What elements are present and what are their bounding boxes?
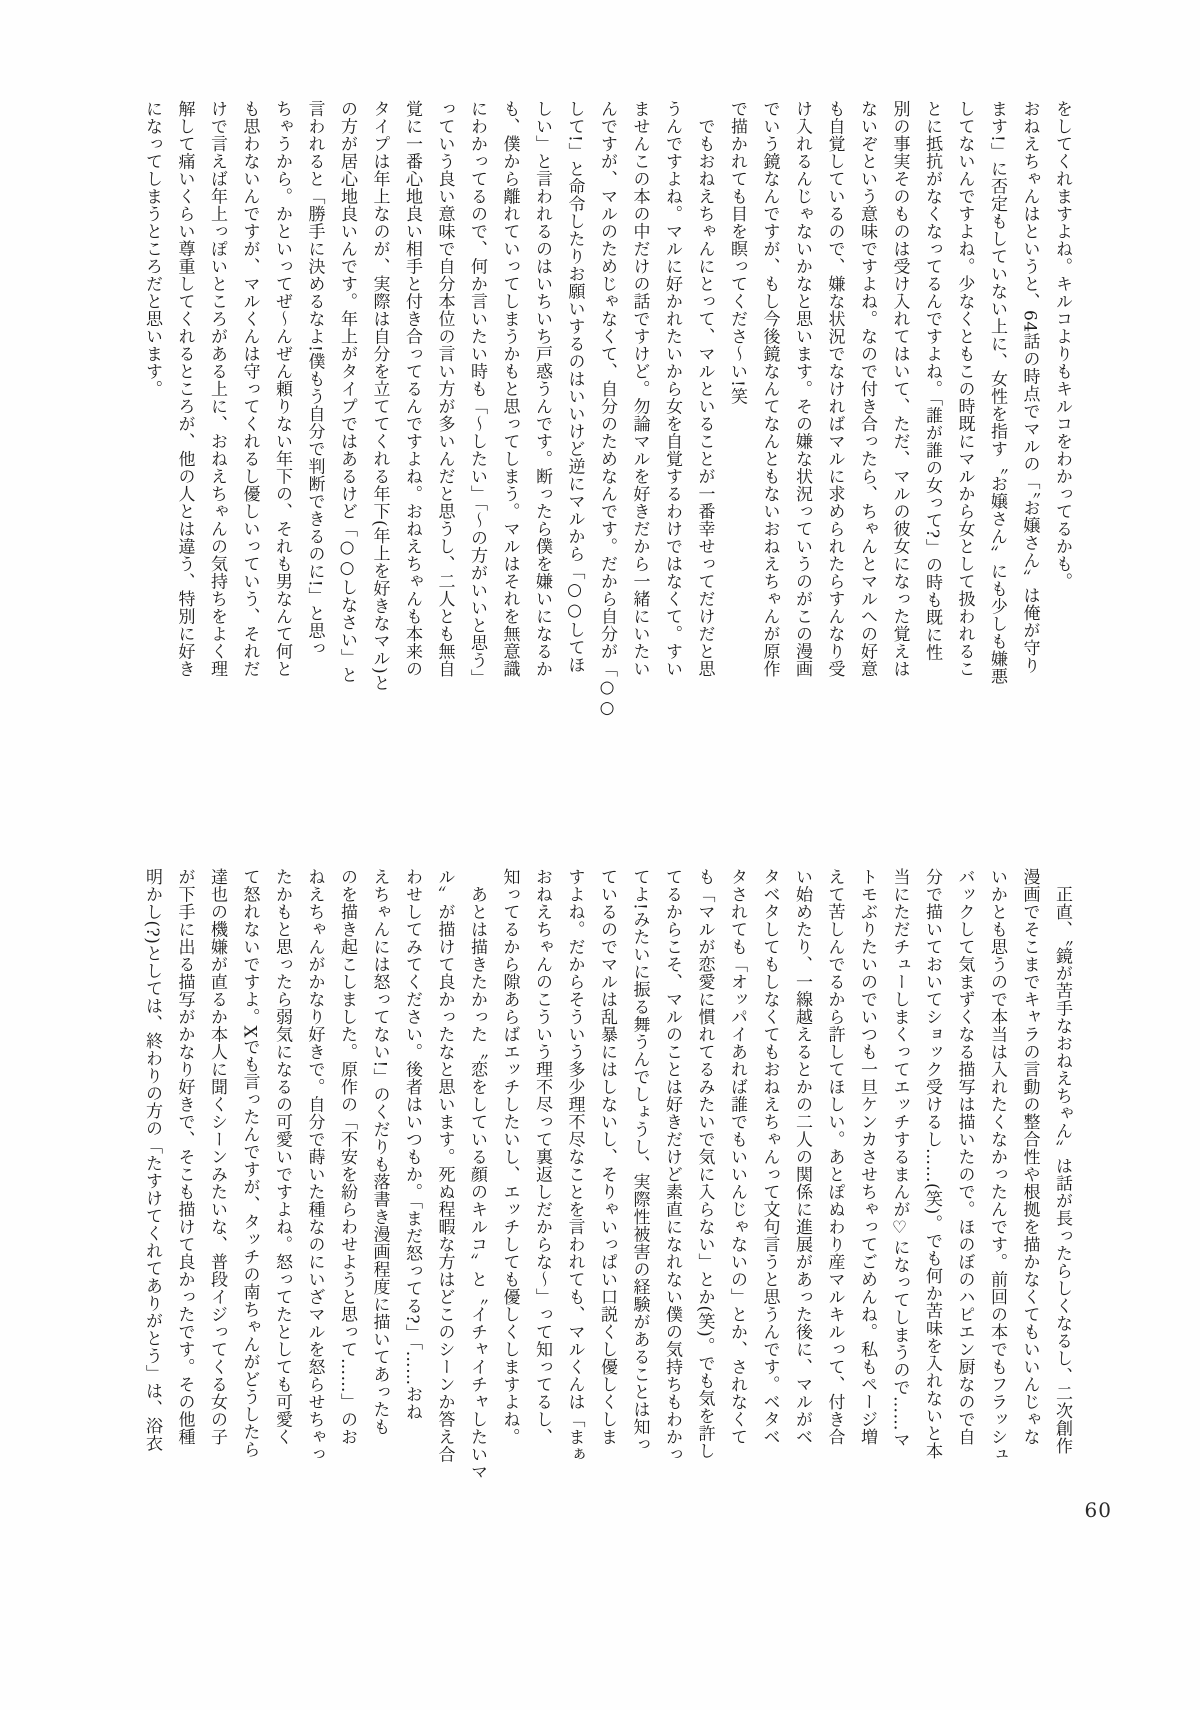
text-column: バックして気まずくなる描写は描いたので。ほのぼのハピエン厨なので自 — [954, 868, 975, 1446]
text-column: も「マルが恋愛に慣れてるみたいで気に入らない」とか(笑)。でも気を許し — [694, 868, 715, 1460]
text-column: て怒れないですよ。Xでも言ったんですが、タッチの南ちゃんがどうしたら — [239, 868, 260, 1459]
text-column: たかもと思ったら弱気になるの可愛いですよね。怒ってたとしても可愛く — [272, 868, 292, 1446]
text-column: てよ!みたいに振る舞うんでしょうし、実際性被害の経験があることは知っ — [629, 868, 650, 1453]
text-column: 知ってるから隙あらばエッチしたいし、エッチしても優しくしますよね。 — [499, 868, 520, 1446]
afterword-text-block-top — [136, 100, 1079, 808]
text-column: っていう良い意味で自分本位の言い方が多いんだと思うし、二人とも無自 — [434, 100, 455, 678]
text-column: ル〟が描けて良かったなと思います。死ぬ程暇な方はどこのシーンか答え合 — [434, 868, 455, 1463]
text-column: 明かし(?)としては、終わりの方の「たすけてくれてありがとう」は、浴衣 — [142, 868, 162, 1452]
text-column: とに抵抗がなくなってるんですよね。「誰が誰の女って?」の時も既に性 — [922, 100, 942, 662]
text-column: えちゃんには怒ってない!」のくだりも落書き漫画程度に描いてあったも — [369, 868, 390, 1436]
text-column: てるからこそ、マルのことは好きだけど素直になれない僕の気持ちもわかっ — [662, 868, 682, 1463]
text-column: 漫画でそこまでキャラの言動の整合性や根拠を描かなくてもいいんじゃな — [1019, 868, 1040, 1446]
text-column: でもおねえちゃんにとって、マルといることが一番幸せってだけだと思 — [694, 100, 715, 678]
text-column: 解して痛いくらい尊重してくれるところが、他の人とは違う、特別に好き — [174, 100, 195, 678]
text-column: で描かれても目を瞑ってくださ〜い!笑 — [727, 100, 747, 405]
text-column: のを描き起こしました。原作の「不安を紛らわせようと思って……」のお — [337, 868, 357, 1446]
text-column: にわかってるので、何か言いたい時も「〜したい」「〜の方がいいと思う」 — [467, 100, 487, 687]
text-column: 正直、〝鏡が苦手なおねえちゃん〟は話が長ったらしくなるし、二次創作 — [1052, 868, 1072, 1455]
text-column: をしてくれますよね。キルコよりもキルコをわかってるかも。 — [1052, 100, 1072, 590]
text-column: おねえちゃんのこういう理不尽って裏返しだからな〜」って知ってるし、 — [532, 868, 552, 1446]
text-column: け入れるんじゃないかなと思います。その嫌な状況っていうのがこの漫画 — [792, 100, 812, 678]
text-column: 当にただチューしまくってエッチするまんが♡になってしまうので……マ — [889, 868, 910, 1449]
text-column: いかとも思うので本当は入れたくなかったんです。前回の本でもフラッシュ — [987, 868, 1007, 1463]
text-column: トモぶりたいのでいつも一旦ケンカさせちゃってごめんね。私もページ増 — [857, 868, 877, 1446]
text-column: 別の事実そのものは受け入れてはいて、ただ、マルの彼女になった覚えは — [889, 100, 910, 678]
text-column: ませんこの本の中だけの話ですけど。勿論マルを好きだから一緒にいたい — [629, 100, 650, 678]
text-column: も、僕から離れていってしまうかもと思ってしまう。マルはそれを無意識 — [499, 100, 520, 678]
text-column: えて苦しんでるから許してほしい。あとぽぬわり産マルキルって、付き合 — [824, 868, 845, 1446]
text-column: すよね。だからそういう多少理不尽なことを言われても、マルくんは「まぁ — [564, 868, 585, 1463]
text-column: しい」と言われるのはいちいち戸惑うんです。断ったら僕を嫌いになるか — [532, 100, 552, 678]
text-column: 言われると「勝手に決めるなよ!僕もう自分で判断できるのに!」と思っ — [304, 100, 325, 658]
text-column: も思わないんですが、マルくんは守ってくれるし優しいっていう、それだ — [239, 100, 260, 678]
text-column: ているのでマルは乱暴にはしないし、そりゃいっぱい口説くし優しくしま — [597, 868, 617, 1446]
text-column: 覚に一番心地良い相手と付き合ってるんですよね。おねえちゃんも本来の — [402, 100, 422, 678]
text-column: んですが、マルのためじゃなくて、自分のためなんです。だから自分が「○○ — [597, 100, 617, 719]
text-column: になってしまうところだと思います。 — [142, 100, 162, 398]
text-column: でいう鏡なんですが、もし今後鏡なんてなんともないおねえちゃんが原作 — [759, 100, 780, 678]
text-column: 達也の機嫌が直るか本人に聞くシーンみたいな、普段イジってくる女の子 — [207, 868, 227, 1446]
text-column: して!」と命令したりお願いするのはいいけど逆にマルから「○○してほ — [564, 100, 585, 674]
text-column: うんですよね。マルに好かれたいから女を自覚するわけではなくて。すい — [662, 100, 682, 678]
text-column: も自覚しているので、嫌な状況でなければマルに求められたらすんなり受 — [824, 100, 845, 678]
text-column: してないんですよね。少なくともこの時既にマルから女として扱われるこ — [954, 100, 975, 678]
text-column: 分で描いておいてショック受けるし……(笑)。でも何か苦味を入れないと本 — [922, 868, 942, 1460]
text-column: けで言えば年上っぽいところがある上に、おねえちゃんの気持ちをよく理 — [207, 100, 227, 678]
text-column: おねえちゃんはというと、64話の時点でマルの「〝お嬢さん〟は俺が守り — [1019, 100, 1040, 675]
text-column: タベタしてもしなくてもおねえちゃんって文句言うと思うんです。ベタベ — [759, 868, 780, 1446]
text-column: ちゃうから。かといってぜ〜んぜん頼りない年下の、それも男なんて何と — [272, 100, 292, 678]
page-number: 60 — [1084, 1498, 1112, 1522]
text-column: ます!」に否定もしていない上に、女性を指す〝お嬢さん〟にも少しも嫌悪 — [987, 100, 1007, 685]
text-column: い始めたり、一線越えるとかの二人の関係に進展があった後に、マルがベ — [792, 868, 812, 1446]
text-column: ねえちゃんがかなり好きで。自分で蒔いた種なのにいざマルを怒らせちゃっ — [304, 868, 325, 1463]
text-column: の方が居心地良いんです。年上がタイプではあるけど「○○しなさい」と — [337, 100, 357, 684]
text-column: タされても「オッパイあれば誰でもいいんじゃないの」とか、されなくて — [727, 868, 747, 1446]
text-column: ないぞという意味ですよね。なので付き合ったら、ちゃんとマルへの好意 — [857, 100, 877, 678]
text-column: あとは描きたかった〝恋をしている顔のキルコ〟と〝イチャイチャしたいマ — [467, 868, 487, 1481]
text-column: タイプは年上なのが、実際は自分を立ててくれる年下(年上を好きなマル)と — [369, 100, 390, 692]
text-column: が下手に出る描写がかなり好きで、そこも描けて良かったです。その他種 — [174, 868, 195, 1446]
text-column: わせしてみてください。後者はいつもか。「まだ怒ってる?」「……おね — [402, 868, 422, 1421]
afterword-text-block-bottom — [136, 868, 1079, 1552]
